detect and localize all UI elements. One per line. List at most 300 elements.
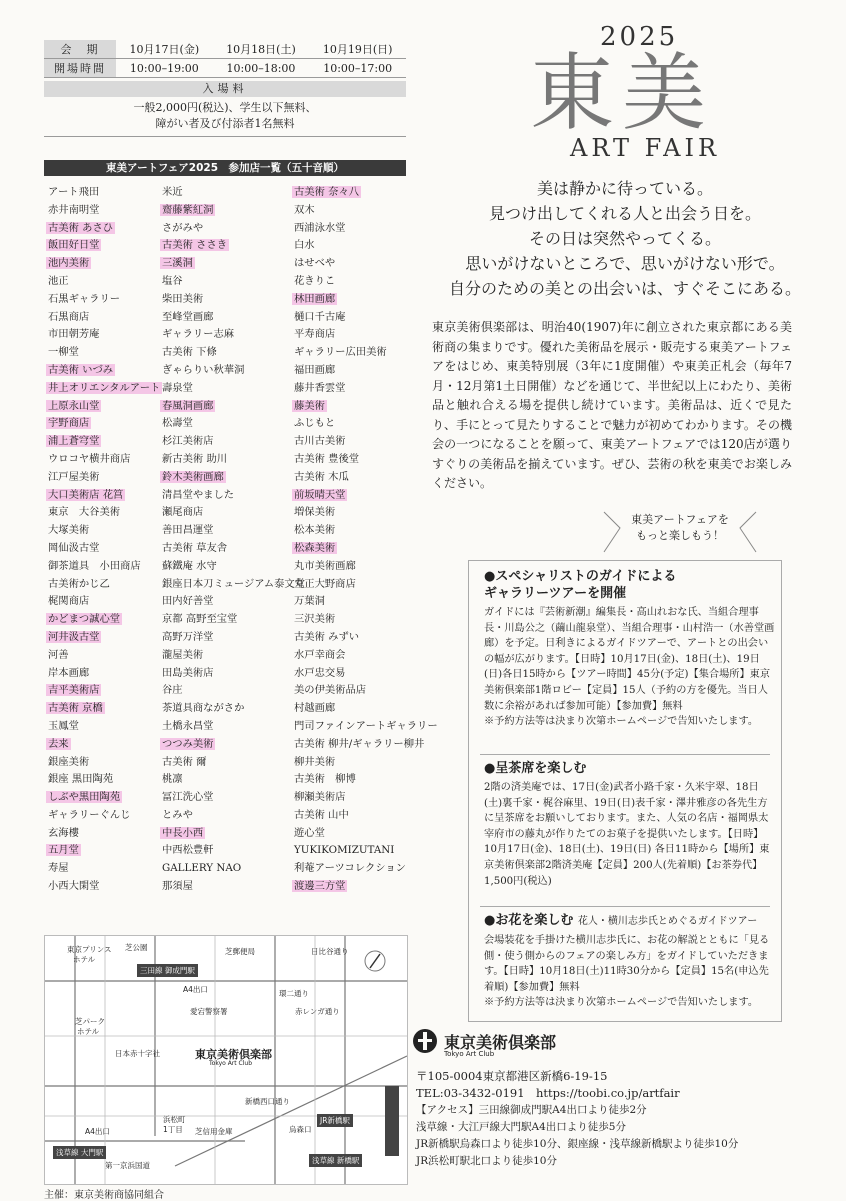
map-label: 芝公園 bbox=[125, 943, 148, 952]
event-title: ●呈茶席を楽しむ bbox=[484, 761, 587, 776]
shop-name: 善田昌運堂 bbox=[162, 524, 214, 537]
shop-name: ギャラリー志麻 bbox=[162, 328, 235, 341]
poem-line: その日は突然やってくる。 bbox=[528, 229, 721, 248]
shop-list-item bbox=[162, 771, 282, 789]
shop-list-item bbox=[294, 558, 414, 576]
shop-name: 三沢美術 bbox=[294, 613, 336, 626]
shop-name: 樋口千古庵 bbox=[294, 310, 346, 323]
shop-list-item bbox=[48, 771, 168, 789]
event-gallery-tour bbox=[484, 568, 776, 730]
shop-name: 鈴木美術画廊 bbox=[162, 470, 224, 483]
shop-name: 福田画廊 bbox=[294, 363, 336, 376]
shop-list-item bbox=[48, 629, 168, 647]
shop-list-item bbox=[162, 665, 282, 683]
map-label: 烏森口 bbox=[289, 1125, 312, 1134]
map-label: 1丁目 bbox=[163, 1125, 183, 1134]
shop-list-item bbox=[162, 326, 282, 344]
shop-name: 一柳堂 bbox=[48, 346, 79, 359]
shop-name: 藤美術 bbox=[294, 399, 325, 412]
shop-list-item bbox=[294, 878, 414, 896]
shop-name: GALLERY NAO bbox=[162, 862, 242, 875]
shop-name: 古美術 爾 bbox=[162, 755, 207, 768]
shop-list-item bbox=[48, 754, 168, 772]
shop-list-item bbox=[294, 487, 414, 505]
shop-list-item bbox=[48, 807, 168, 825]
shop-name: 田内好善堂 bbox=[162, 595, 214, 608]
event-body: ガイドには『芸術新潮』編集長・高山れおな氏、当組合理事長・川島公之（繭山龍泉堂）、当組合理事・山村浩一（水善堂画廊）を予定。日利きによるガイドツアーで、アートとの出会いの幅が広がります。【日時】10月17日(金)、18日(土)、19日(日)各日15時から【ツアー時間】45分(予定)【集合場所】東京美術倶楽部1階ロビー【定員】15人（予約の方を優先。当日人数に余裕があれば参加可能）【参加費】無料 bbox=[484, 607, 775, 712]
shop-name: 土橋永昌堂 bbox=[162, 719, 214, 732]
shop-list-item bbox=[294, 522, 414, 540]
shop-name: 水戸幸商会 bbox=[294, 648, 346, 661]
shop-list-item bbox=[48, 736, 168, 754]
shop-list-item bbox=[294, 665, 414, 683]
map-station: 浅草線 大門駅 bbox=[53, 1146, 106, 1159]
map-label: Tokyo Art Club bbox=[209, 1060, 253, 1067]
shop-list-item bbox=[294, 504, 414, 522]
shop-list-item bbox=[162, 237, 282, 255]
shop-name: 丸市美術画廊 bbox=[294, 559, 356, 572]
shop-list-item bbox=[162, 860, 282, 878]
shop-list-item bbox=[48, 344, 168, 362]
shop-name: 齋藤紫紅洞 bbox=[162, 203, 214, 216]
shop-name: 門司ファインアートギャラリー bbox=[294, 719, 438, 732]
shop-list-item bbox=[162, 291, 282, 309]
shop-name: 新古美術 助川 bbox=[162, 452, 228, 465]
schedule-label: 開場時間 bbox=[44, 59, 116, 78]
shop-name: 銀座 黒田陶苑 bbox=[48, 773, 114, 786]
shop-name: 中長小西 bbox=[162, 826, 204, 839]
shop-list-item bbox=[162, 273, 282, 291]
shop-name: 林田画廊 bbox=[294, 292, 336, 305]
shop-list-item bbox=[48, 860, 168, 878]
shop-list-item bbox=[48, 469, 168, 487]
shop-list-item bbox=[48, 665, 168, 683]
map-label: 環二通り bbox=[279, 989, 309, 998]
shop-name: 古美術 下條 bbox=[162, 346, 217, 359]
shop-list-item bbox=[162, 842, 282, 860]
shop-list-item bbox=[162, 451, 282, 469]
shop-name: 古美術 ささき bbox=[162, 239, 228, 252]
poem-line: 自分のための美との出会いは、すぐそこにある。 bbox=[448, 279, 801, 298]
shop-list-item bbox=[294, 718, 438, 736]
map-station: 浅草線 新橋駅 bbox=[309, 1154, 362, 1167]
shop-name: 田島美術店 bbox=[162, 666, 214, 679]
map-label: 浜松町 bbox=[163, 1115, 186, 1124]
shop-list-item bbox=[294, 700, 414, 718]
shop-name: 柳井美術 bbox=[294, 755, 336, 768]
shop-name: ふじもと bbox=[294, 417, 336, 430]
shop-list-item bbox=[294, 433, 414, 451]
map-label: ホテル bbox=[77, 1027, 100, 1036]
shop-name: 冨江洗心堂 bbox=[162, 791, 214, 804]
shop-name: 松本美術 bbox=[294, 524, 336, 537]
map-label: 日比谷通り bbox=[311, 947, 349, 956]
shop-list-item bbox=[162, 202, 282, 220]
shop-list-item bbox=[162, 682, 282, 700]
shop-name: 美の伊美術品店 bbox=[294, 684, 367, 697]
shop-name: 赤井南明堂 bbox=[48, 203, 100, 216]
shop-list-item bbox=[162, 807, 282, 825]
shop-list-item bbox=[162, 504, 282, 522]
shop-name: 京都 高野至宝堂 bbox=[162, 613, 238, 626]
shop-list-item bbox=[162, 433, 282, 451]
shop-name: 蘇鐵庵 水守 bbox=[162, 559, 217, 572]
map-label: 第一京浜国道 bbox=[105, 1161, 150, 1170]
shop-name: 水戸忠交易 bbox=[294, 666, 346, 679]
shop-list-item bbox=[48, 202, 168, 220]
schedule-table bbox=[44, 40, 406, 78]
map-station: 三田線 御成門駅 bbox=[137, 964, 198, 977]
shop-name: 花きりこ bbox=[294, 274, 336, 287]
shop-name: 古美術 あさひ bbox=[48, 221, 114, 234]
shop-name: 石黒商店 bbox=[48, 310, 90, 323]
shop-name: 吉平美術店 bbox=[48, 684, 100, 697]
shop-list-item bbox=[162, 309, 282, 327]
schedule-hours: 10:00–17:00 bbox=[309, 59, 406, 78]
shop-name: 銀座日本刀ミュージアム泰文堂 bbox=[162, 577, 306, 590]
shop-name: 春風洞画廊 bbox=[162, 399, 214, 412]
shop-name: 至峰堂画廊 bbox=[162, 310, 214, 323]
shop-list-item bbox=[162, 700, 282, 718]
shop-list-item bbox=[162, 736, 282, 754]
event-subtitle: 花人・横川志歩氏とめぐるガイドツアー bbox=[577, 916, 758, 927]
poem bbox=[440, 176, 810, 301]
shop-list-item bbox=[162, 558, 282, 576]
shop-list-item bbox=[48, 451, 168, 469]
shop-name: 高野万洋堂 bbox=[162, 630, 214, 643]
shop-list-item bbox=[294, 611, 414, 629]
shop-list-item bbox=[48, 522, 168, 540]
shop-name: 茶道具商ながさか bbox=[162, 702, 245, 715]
shop-name: 谷庄 bbox=[162, 684, 183, 697]
shop-name: 藤井香雲堂 bbox=[294, 381, 346, 394]
shop-list-item bbox=[294, 825, 414, 843]
title-year: 2025 bbox=[600, 22, 679, 52]
shop-list-item bbox=[48, 291, 168, 309]
shop-list-item bbox=[48, 255, 168, 273]
shop-name: 丸正大野商店 bbox=[294, 577, 356, 590]
shop-name: 杉江美術店 bbox=[162, 435, 214, 448]
shop-list-item bbox=[162, 593, 282, 611]
fee-line: 障がい者及び付添者1名無料 bbox=[155, 117, 295, 130]
shop-name: 遊心堂 bbox=[294, 826, 325, 839]
shop-list-item bbox=[48, 540, 168, 558]
shop-name: YUKIKOMIZUTANI bbox=[294, 844, 395, 857]
event-title: ●お花を楽しむ bbox=[484, 913, 574, 928]
shop-list-item bbox=[48, 487, 168, 505]
event-title: ●スペシャリストのガイドによる bbox=[484, 569, 677, 584]
shop-list-item bbox=[294, 469, 414, 487]
shop-name: 古美術 山中 bbox=[294, 808, 349, 821]
map-label: 芝パーク bbox=[75, 1017, 105, 1026]
shop-list-item bbox=[162, 647, 282, 665]
map-station: JR新橋駅 bbox=[317, 1114, 353, 1127]
shop-name: 浦上蒼穹堂 bbox=[48, 435, 100, 448]
divider bbox=[480, 906, 770, 907]
shop-name: ギャラリーぐんじ bbox=[48, 808, 131, 821]
shop-list-item bbox=[48, 825, 168, 843]
shop-list-item bbox=[162, 255, 282, 273]
shop-list-item bbox=[162, 362, 282, 380]
shop-list-item bbox=[294, 789, 414, 807]
shop-name: 大塚美術 bbox=[48, 524, 90, 537]
shop-name: かどまつ誠心堂 bbox=[48, 613, 121, 626]
more-line: もっと楽しもう！ bbox=[636, 529, 724, 542]
shop-name: 松壽堂 bbox=[162, 417, 193, 430]
shop-list-item bbox=[294, 291, 414, 309]
shop-list-item bbox=[162, 398, 282, 416]
shop-name: とみや bbox=[162, 808, 193, 821]
shop-name: 石黒ギャラリー bbox=[48, 292, 121, 305]
shop-list-item bbox=[162, 380, 282, 398]
map-label: A4出口 bbox=[85, 1127, 110, 1136]
shop-list-item bbox=[162, 540, 282, 558]
shop-name: つつみ美術 bbox=[162, 737, 214, 750]
shop-name: アート飛田 bbox=[48, 186, 100, 198]
event-title: ギャラリーツアーを開催 bbox=[484, 586, 627, 601]
shop-list-item bbox=[48, 789, 168, 807]
shop-list-column bbox=[294, 184, 438, 896]
shop-list-item bbox=[294, 362, 414, 380]
schedule-date: 10月18日(土) bbox=[213, 40, 310, 59]
fee-text bbox=[44, 100, 406, 132]
event-tea bbox=[484, 760, 776, 889]
shop-name: 古美術 柳博 bbox=[294, 773, 356, 786]
shop-list-item bbox=[294, 540, 414, 558]
shop-list-item bbox=[162, 220, 282, 238]
access-line: JR浜松町駅北口より徒歩10分 bbox=[416, 1155, 557, 1167]
map-label: 新橋西口通り bbox=[245, 1097, 290, 1106]
shop-list-item bbox=[162, 487, 282, 505]
shop-name: 去来 bbox=[48, 737, 69, 750]
map-label: ホテル bbox=[73, 955, 96, 964]
access-line: 【アクセス】三田線御成門駅A4出口より徒歩2分 bbox=[416, 1104, 647, 1116]
shop-list-column bbox=[48, 184, 168, 896]
shop-name: 古川古美術 bbox=[294, 435, 346, 448]
event-flower bbox=[484, 912, 776, 1011]
more-line: 東美アートフェアを bbox=[631, 513, 729, 526]
shop-list-item bbox=[48, 647, 168, 665]
schedule-hours: 10:00–19:00 bbox=[116, 59, 213, 78]
shop-list-item bbox=[48, 237, 168, 255]
shop-list-item bbox=[48, 415, 168, 433]
shop-list-item bbox=[162, 576, 306, 594]
organizer: 主催：東京美術商協同組合 bbox=[44, 1190, 164, 1201]
map-club-label: 東京美術倶楽部 bbox=[195, 1048, 272, 1061]
shop-list-item bbox=[48, 842, 168, 860]
shop-name: 上原永山堂 bbox=[48, 399, 100, 412]
shop-list-item bbox=[48, 273, 168, 291]
shop-name: 池内美術 bbox=[48, 257, 90, 270]
shop-name: 井上オリエンタルアート bbox=[48, 381, 161, 394]
event-note: ※予約方法等は決まり次第ホームページで告知いたします。 bbox=[484, 997, 759, 1009]
shop-name: ギャラリー広田美術 bbox=[294, 346, 387, 359]
shop-list-item bbox=[294, 237, 414, 255]
postal: 〒105-0004東京都港区新橋6-19-15 bbox=[416, 1069, 608, 1083]
shop-list-item bbox=[48, 433, 168, 451]
shop-name: 古美術 みずい bbox=[294, 630, 360, 643]
shop-list-item bbox=[294, 682, 414, 700]
shop-name: 増保美術 bbox=[294, 506, 336, 519]
shop-name: 松森美術 bbox=[294, 541, 336, 554]
shop-name: 瀧屋美術 bbox=[162, 648, 204, 661]
shop-list-item bbox=[48, 398, 168, 416]
title-main: 東美 bbox=[530, 44, 715, 142]
shop-list-item bbox=[48, 700, 168, 718]
map-label: 愛宕警察署 bbox=[190, 1007, 228, 1016]
shop-name: 梶関商店 bbox=[48, 595, 90, 608]
shop-list-item bbox=[294, 326, 414, 344]
shop-list-item bbox=[294, 184, 414, 202]
shop-name: 渡邊三方堂 bbox=[294, 880, 346, 893]
shop-name: 前坂晴天堂 bbox=[294, 488, 346, 501]
club-name: 東京美術倶楽部 bbox=[444, 1033, 557, 1052]
shop-list-item bbox=[294, 754, 414, 772]
poem-line: 美は静かに待っている。 bbox=[536, 179, 713, 198]
shop-name: 古美術 京橋 bbox=[48, 702, 103, 715]
shop-list-item bbox=[294, 202, 414, 220]
shop-name: ぎゃらりい秋華洞 bbox=[162, 363, 245, 376]
shop-name: さがみや bbox=[162, 221, 204, 234]
map-label: 東京プリンス bbox=[67, 945, 112, 954]
event-body: 会場装花を手掛けた横川志歩氏に、お花の解説とともに「見る側・使う側からのフェアの楽しみ方」をガイドしていただきます。【日時】10月18日(土)11時30分から【定員】15名(申込先着順)【参加費】無料 bbox=[484, 935, 770, 993]
shop-name: 江戸屋美術 bbox=[48, 470, 100, 483]
shop-list-item bbox=[294, 451, 414, 469]
shop-name: 古美術 木瓜 bbox=[294, 470, 349, 483]
shop-name: ウロコヤ横井商店 bbox=[48, 452, 131, 465]
shop-name: はせべや bbox=[294, 257, 336, 270]
shop-list-item bbox=[294, 576, 414, 594]
shop-list-item bbox=[48, 611, 168, 629]
shop-list-item bbox=[162, 754, 282, 772]
shop-name: 西浦泳水堂 bbox=[294, 221, 346, 234]
shop-name: 利菴アーツコレクション bbox=[294, 862, 406, 875]
shop-list-item bbox=[48, 380, 168, 398]
shop-name: 東京 大谷美術 bbox=[48, 506, 121, 519]
shop-name: 瀬尾商店 bbox=[162, 506, 204, 519]
shop-list-item bbox=[162, 184, 282, 202]
map-label: 日本赤十字社 bbox=[115, 1049, 160, 1058]
access-map bbox=[44, 935, 408, 1185]
shop-list-item bbox=[294, 344, 414, 362]
club-address bbox=[416, 1068, 796, 1170]
shop-list-item bbox=[294, 736, 425, 754]
shop-name: 河井汲古堂 bbox=[48, 630, 100, 643]
shop-list-item bbox=[48, 593, 168, 611]
shop-list-item bbox=[162, 825, 282, 843]
shop-list-item bbox=[162, 878, 282, 896]
shop-list-item bbox=[48, 718, 168, 736]
tel-url: TEL:03-3432-0191 https://toobi.co.jp/artfair bbox=[416, 1086, 680, 1100]
event-note: ※予約方法等は決まり次第ホームページで告知いたします。 bbox=[484, 716, 759, 728]
shop-list-item bbox=[48, 309, 168, 327]
shop-name: 那須屋 bbox=[162, 880, 193, 893]
speech-bubble bbox=[600, 508, 760, 560]
shop-list-item bbox=[48, 220, 168, 238]
shop-list-item bbox=[48, 504, 168, 522]
shop-name: 桃凛 bbox=[162, 773, 183, 786]
shop-name: 宇野商店 bbox=[48, 417, 90, 430]
shop-list-item bbox=[294, 255, 414, 273]
shop-list-item bbox=[162, 718, 282, 736]
shop-list-item bbox=[162, 629, 282, 647]
shop-name: 御茶道具 小田商店 bbox=[48, 559, 141, 572]
shop-name: しぶや黒田陶苑 bbox=[48, 791, 121, 804]
shop-list-item bbox=[294, 647, 414, 665]
divider bbox=[480, 754, 770, 755]
map-label: 芝信用金庫 bbox=[195, 1127, 233, 1136]
shop-name: 中西松豊軒 bbox=[162, 844, 214, 857]
shop-name: 壽泉堂 bbox=[162, 381, 193, 394]
shop-name: 古美術 柳井/ギャラリー柳井 bbox=[294, 737, 425, 750]
shop-name: 岸本画廊 bbox=[48, 666, 90, 679]
shop-list-item bbox=[162, 789, 282, 807]
shop-name: 銀座美術 bbox=[48, 755, 90, 768]
shop-list-item bbox=[48, 558, 168, 576]
shop-name: 村越画廊 bbox=[294, 702, 336, 715]
shop-list-item bbox=[48, 184, 168, 202]
shop-name: 三溪洞 bbox=[162, 257, 193, 270]
map-label: A4出口 bbox=[183, 985, 208, 994]
shop-name: 柳瀬美術店 bbox=[294, 791, 346, 804]
shop-list-item bbox=[294, 860, 414, 878]
shop-list-item bbox=[294, 309, 414, 327]
shop-list-item bbox=[294, 220, 414, 238]
shop-list-item bbox=[294, 415, 414, 433]
shop-name: 米近 bbox=[162, 186, 183, 198]
shop-name: 平寿商店 bbox=[294, 328, 336, 341]
shop-name: 池正 bbox=[48, 274, 69, 287]
shop-name: 古美術 豊後堂 bbox=[294, 452, 360, 465]
map-label: 芝郵便局 bbox=[225, 947, 255, 956]
shop-name: 古美術かじ乙 bbox=[48, 577, 110, 590]
shop-name: 岡仙汲古堂 bbox=[48, 541, 100, 554]
event-body: 2階の済美庵では、17日(金)武者小路千家・久米宇翠、18日(土)裏千家・梶谷麻里、19日(日)表千家・澤井雅彦の各先生方に呈茶席をお願いしております。また、人気の名店・福岡県太宰府市の藤丸が作りたてのお菓子を提供いたします。【日時】10月17日(金)、18日(土)、19日(日) 各日11時から【場所】東京美術倶楽部2階済美庵【定員】200人(先着順)【お茶券代】1,500円(税込) bbox=[484, 782, 770, 887]
fee-heading: 入場料 bbox=[44, 81, 406, 97]
shop-list-item bbox=[294, 593, 414, 611]
shop-list-item bbox=[294, 398, 414, 416]
shop-name: 大口美術店 花筥 bbox=[48, 488, 124, 501]
shop-name: 河善 bbox=[48, 648, 69, 661]
schedule-date: 10月17日(金) bbox=[116, 40, 213, 59]
shop-name: 五月堂 bbox=[48, 844, 79, 857]
shop-name: 飯田好日堂 bbox=[48, 239, 100, 252]
shop-name: 市田朝芳庵 bbox=[48, 328, 100, 341]
shop-list-item bbox=[294, 807, 414, 825]
club-name-en: Tokyo Art Club bbox=[444, 1050, 495, 1058]
shop-name: 玄海樓 bbox=[48, 826, 79, 839]
shop-list-item bbox=[48, 576, 168, 594]
shop-list-item bbox=[294, 842, 414, 860]
shop-name: 古美術 いづみ bbox=[48, 363, 114, 376]
intro-text: 東京美術倶楽部は、明治40(1907)年に創立された東京都にある美術商の集まりです。優れた美術品を展示・販売する東美アートフェアをはじめ、東美特別展（3年に1度開催）や東美正札会（毎年7月・12月第1土日開催）などを通じて、半世紀以上にわたり、美術品と触れ合える場を提供し続けています。美術品は、近くで見たり、手にとって見たりすることで魅力が初めてわかります。その機会の一つになることを願って、東美アートフェアでは120店が選りすぐりの美術品を揃えています。ぜひ、芸術の秋を東美でお楽しみください。 bbox=[432, 320, 792, 490]
shop-name: 双木 bbox=[294, 203, 315, 216]
shop-list-item bbox=[294, 380, 414, 398]
shop-name: 塩谷 bbox=[162, 274, 183, 287]
shop-list-item bbox=[48, 326, 168, 344]
schedule-date: 10月19日(日) bbox=[309, 40, 406, 59]
shop-list-heading: 東美アートフェア2025 参加店一覧（五十音順） bbox=[44, 160, 406, 176]
poem-line: 思いがけないところで、思いがけない形で。 bbox=[465, 254, 785, 273]
shop-list-item bbox=[162, 522, 282, 540]
access-line: 浅草線・大江戸線大門駅A4出口より徒歩5分 bbox=[416, 1121, 626, 1133]
shop-name: 白水 bbox=[294, 239, 315, 252]
shop-list-item bbox=[48, 878, 168, 896]
shop-list-item bbox=[48, 682, 168, 700]
access-line: JR新橋駅烏森口より徒歩10分、銀座線・浅草線新橋駅より徒歩10分 bbox=[416, 1138, 739, 1150]
schedule-label: 会 期 bbox=[44, 40, 116, 59]
shop-list-item bbox=[162, 611, 282, 629]
